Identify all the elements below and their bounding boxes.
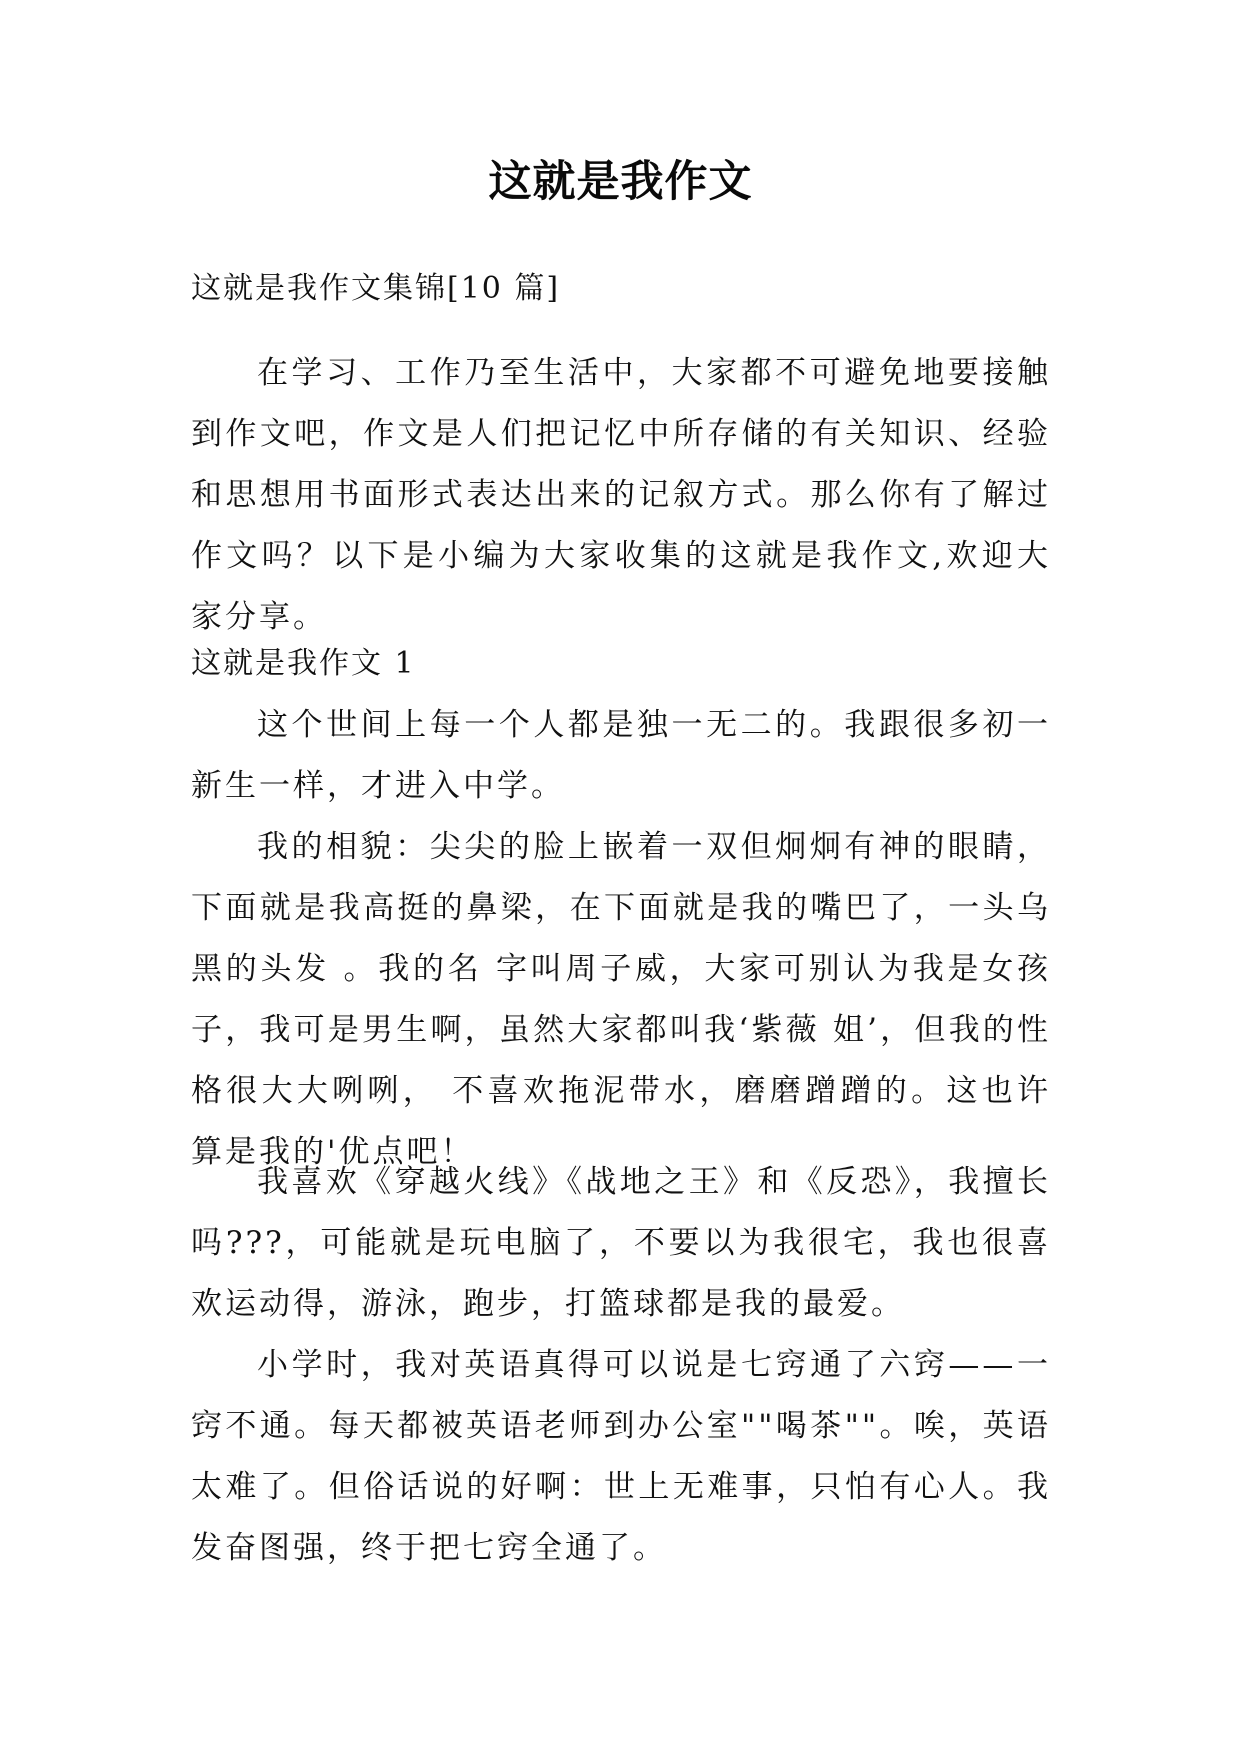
- document-title: 这就是我作文: [488, 157, 753, 207]
- essay-1-heading: 这就是我作文 1: [191, 646, 416, 681]
- essay-1-paragraph: 这个世间上每一个人都是独一无二的。我跟很多初一新生一样，才进入中学。: [191, 707, 1051, 804]
- essay-1-paragraph: 我喜欢《穿越火线》《战地之王》和《反恐》，我擅长吗???，可能就是玩电脑了，不要以为我很宅，我也很喜欢运动得，游泳，跑步，打篮球都是我的最爱。: [191, 1164, 1051, 1322]
- intro-paragraph: 在学习、工作乃至生活中，大家都不可避免地要接触到作文吧，作文是人们把记忆中所存储的有关知识、经验和思想用书面形式表达出来的记叙方式。那么你有了解过作文吗？以下是小编为大家收集的这就是我作文,欢迎大家分享。: [191, 355, 1051, 635]
- essay-1-paragraph: 我的相貌：尖尖的脸上嵌着一双但炯炯有神的眼睛，下面就是我高挺的鼻梁，在下面就是我的嘴巴了，一头乌黑的头发 。我的名 字叫周子威，大家可别认为我是女孩子，我可是男生啊，虽然大家都叫我‘紫薇 姐’，但我的性格很大大咧咧， 不喜欢拖泥带水，磨磨蹭蹭的。这也许算是我的'优点吧！: [191, 829, 1051, 1170]
- collection-heading: 这就是我作文集锦[10 篇]: [191, 271, 561, 306]
- essay-1-paragraph: 小学时，我对英语真得可以说是七窍通了六窍——一窍不通。每天都被英语老师到办公室""喝茶""。唉，英语太难了。但俗话说的好啊：世上无难事，只怕有心人。我发奋图强，终于把七窍全通了。: [191, 1347, 1051, 1566]
